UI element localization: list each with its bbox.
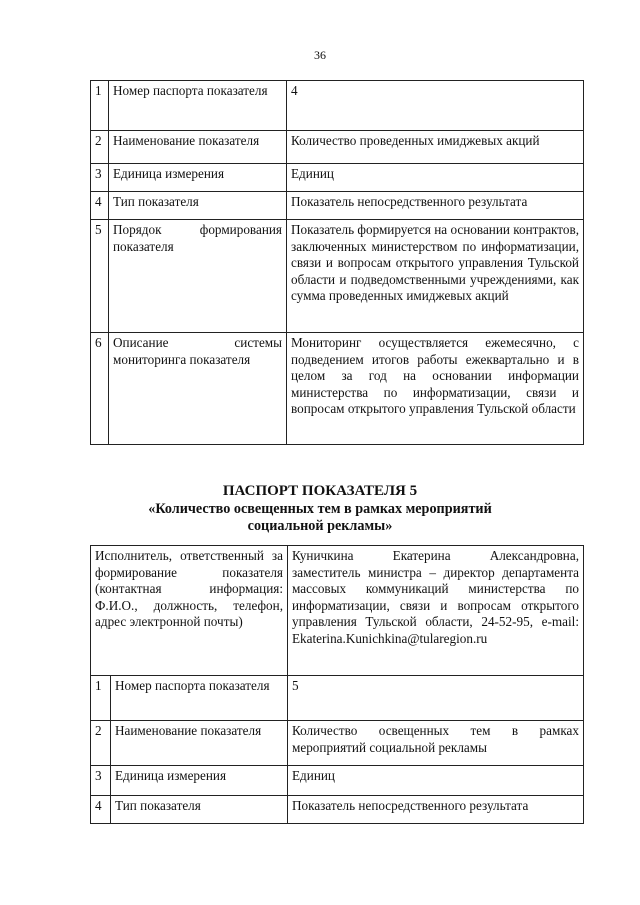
row-label: Наименование показателя [109, 131, 287, 164]
row-label: Единица измерения [109, 164, 287, 192]
row-label: Описание системы мониторинга показателя [109, 333, 287, 445]
page-number: 36 [314, 48, 326, 62]
row-value: Единиц [288, 766, 584, 796]
table-row [91, 192, 584, 220]
table-row [91, 766, 584, 796]
row-number: 2 [91, 131, 109, 164]
row-number: 1 [91, 676, 111, 721]
table-row [91, 333, 584, 445]
row-label: Номер паспорта показателя [109, 81, 287, 131]
executor-label: Исполнитель, ответственный за формирование показателя (контактная информация: Ф.И.О., должность, телефон, адрес электронной почты) [91, 546, 288, 676]
row-number: 3 [91, 766, 111, 796]
row-number: 5 [91, 220, 109, 333]
table-row [91, 164, 584, 192]
row-number: 4 [91, 192, 109, 220]
table-row [91, 796, 584, 824]
row-value: 5 [288, 676, 584, 721]
row-label: Номер паспорта показателя [111, 676, 288, 721]
row-value: Количество проведенных имиджевых акций [287, 131, 584, 164]
row-label: Порядок формирования показателя [109, 220, 287, 333]
row-value: Показатель непосредственного результата [288, 796, 584, 824]
table-row [91, 721, 584, 766]
row-value: Показатель непосредственного результата [287, 192, 584, 220]
row-value: Единиц [287, 164, 584, 192]
row-number: 2 [91, 721, 111, 766]
row-value: Количество освещенных тем в рамках мероприятий социальной рекламы [288, 721, 584, 766]
table-row [91, 81, 584, 131]
row-number: 6 [91, 333, 109, 445]
executor-value: Куничкина Екатерина Александровна, заместитель министра – директор департамента массовых коммуникаций министерства по информатизации, связи и вопросам открытого управления Тульской области, 24-52-95, e-mail: Ekaterina.Kunichkina@tularegion.ru [288, 546, 584, 676]
row-label: Тип показателя [109, 192, 287, 220]
row-value: Мониторинг осуществляется ежемесячно, с подведением итогов работы ежеквартально и в целом за год на основании информации министерства по информатизации, связи и вопросам открытого управления Тульской области [287, 333, 584, 445]
row-label: Наименование показателя [111, 721, 288, 766]
passport-heading [0, 483, 640, 536]
table-row [91, 676, 584, 721]
row-number: 1 [91, 81, 109, 131]
row-label: Единица измерения [111, 766, 288, 796]
row-number: 3 [91, 164, 109, 192]
row-number: 4 [91, 796, 111, 824]
passport-subtitle-line-1: «Количество освещенных тем в рамках мероприятий [148, 500, 492, 517]
passport-4-table [90, 80, 584, 445]
passport-5-table [90, 545, 584, 824]
row-value: Показатель формируется на основании контрактов, заключенных министерством по информатизации, связи и вопросам открытого управления Тульской области и подведомственными учреждениями, как сумма проведенных имиджевых акций [287, 220, 584, 333]
passport-title: ПАСПОРТ ПОКАЗАТЕЛЯ 5 [222, 483, 418, 499]
row-label: Тип показателя [111, 796, 288, 824]
executor-row [91, 546, 584, 676]
table-row [91, 131, 584, 164]
passport-subtitle-line-2: социальной рекламы» [247, 518, 393, 534]
row-value: 4 [287, 81, 584, 131]
table-row [91, 220, 584, 333]
